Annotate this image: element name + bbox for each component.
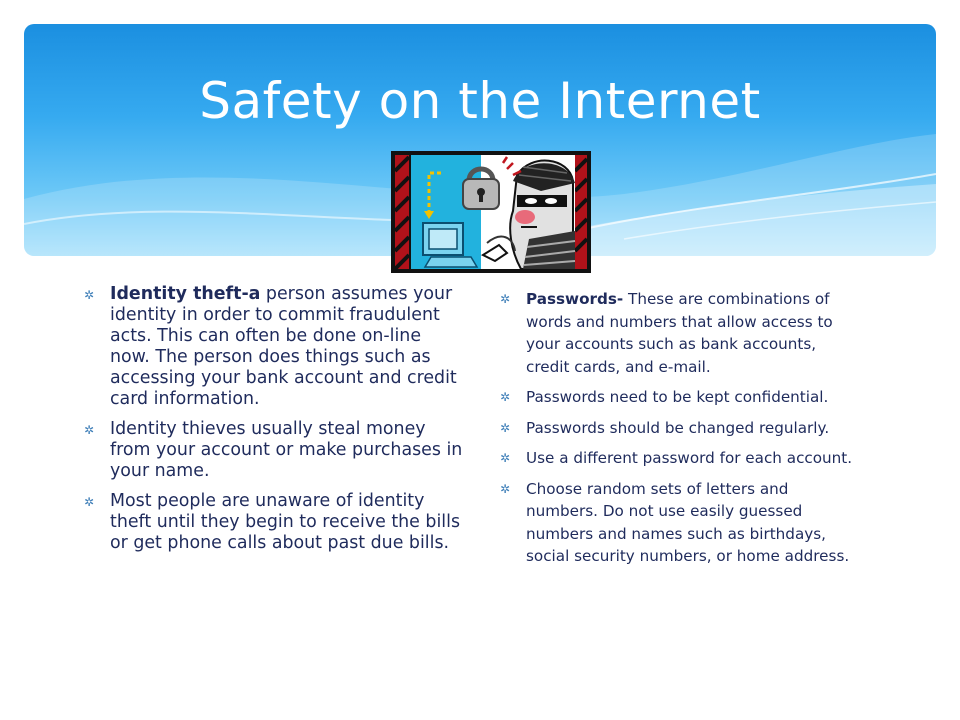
list-item-heading: Passwords- bbox=[526, 290, 624, 308]
list-item-text: person assumes your identity in order to commit fraudulent acts. This can often be done on-line now. The person does things such as accessing your bank account and credit card information. bbox=[110, 284, 457, 409]
list-item-text: Identity thieves usually steal money from your account or make purchases in your name. bbox=[110, 419, 463, 481]
list-item bbox=[500, 417, 860, 440]
bullet-star-icon: ✲ bbox=[500, 451, 511, 465]
list-item-text: Choose random sets of letters and numbers. Do not use easily guessed numbers and names such as birthdays, social security numbers, or home address. bbox=[526, 479, 850, 565]
list-item-text: Passwords need to be kept confidential. bbox=[526, 388, 829, 406]
list-item-heading: Identity theft-a bbox=[110, 284, 261, 304]
list-item bbox=[500, 386, 860, 409]
bullet-star-icon: ✲ bbox=[84, 495, 95, 509]
list-item-text: These are combinations of words and numbers that allow access to your accounts such as bank accounts, credit cards, and e-mail. bbox=[526, 290, 833, 376]
list-item-text: Most people are unaware of identity theft until they begin to receive the bills or get phone calls about past due bills. bbox=[110, 491, 461, 553]
bullet-star-icon: ✲ bbox=[500, 420, 511, 435]
list-item bbox=[84, 419, 466, 482]
list-item-text: Use a different password for each account. bbox=[526, 449, 853, 467]
list-item bbox=[500, 447, 860, 470]
bullet-star-icon: ✲ bbox=[84, 423, 95, 437]
bullet-star-icon: ✲ bbox=[500, 292, 511, 306]
passwords-list bbox=[500, 288, 860, 576]
list-item bbox=[84, 284, 466, 410]
bullet-star-icon: ✲ bbox=[500, 481, 511, 496]
list-item bbox=[84, 491, 466, 554]
list-item bbox=[500, 478, 860, 568]
bullet-star-icon: ✲ bbox=[84, 288, 95, 302]
bullet-star-icon: ✲ bbox=[500, 390, 511, 404]
identity-theft-list bbox=[84, 284, 466, 563]
identity-thief-clipart-icon bbox=[391, 151, 591, 273]
list-item-text: Passwords should be changed regularly. bbox=[526, 418, 830, 437]
page-title: Safety on the Internet bbox=[199, 72, 761, 130]
list-item bbox=[500, 288, 860, 378]
